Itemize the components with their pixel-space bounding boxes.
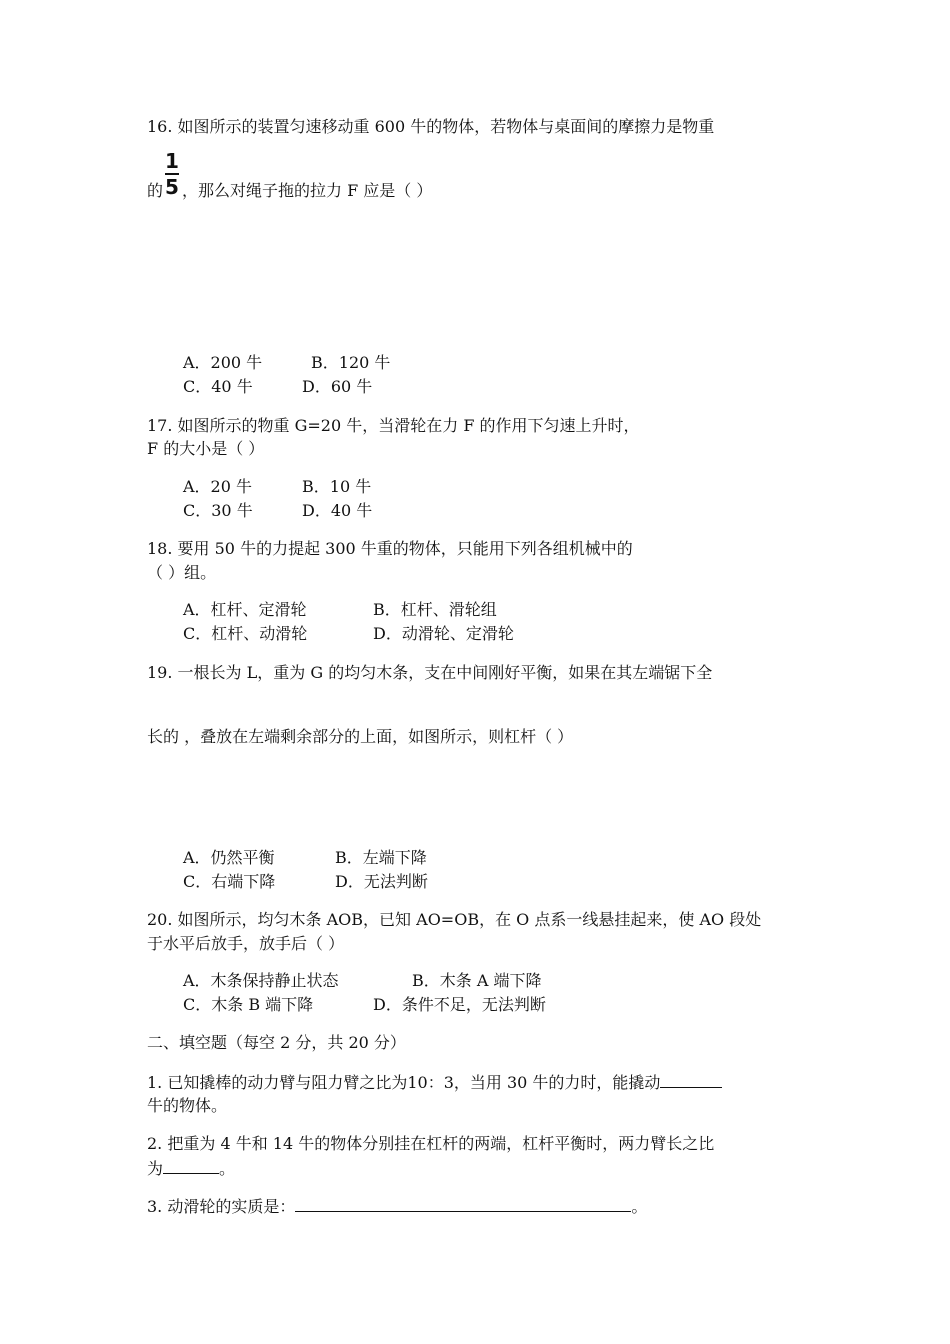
q16-fraction xyxy=(165,150,179,198)
fill2-prefix: 为 xyxy=(147,1159,164,1178)
fill1-blank[interactable] xyxy=(660,1071,722,1088)
q16-option-c: C．40 牛 xyxy=(183,377,253,396)
fill1-line1-wrap xyxy=(147,1071,722,1094)
q18-line1: 18. 要用 50 牛的力提起 300 牛重的物体，只能用下列各组机械中的 xyxy=(147,539,633,558)
q20-option-a: A．木条保持静止状态 xyxy=(183,971,339,990)
fill1-line2: 牛的物体。 xyxy=(147,1096,228,1115)
q17-line2: F 的大小是（ ） xyxy=(147,439,265,458)
q19-option-c: C．右端下降 xyxy=(183,872,276,891)
q18-option-d: D．动滑轮、定滑轮 xyxy=(373,624,514,643)
q20-option-c: C．木条 B 端下降 xyxy=(183,995,314,1014)
q18-option-b: B．杠杆、滑轮组 xyxy=(373,600,497,619)
q20-option-d: D．条件不足，无法判断 xyxy=(373,995,546,1014)
q20-option-b: B．木条 A 端下降 xyxy=(412,971,542,990)
fill2-blank[interactable] xyxy=(163,1157,219,1174)
q20-line1: 20. 如图所示，均匀木条 AOB，已知 AO=OB，在 O 点系一线悬挂起来，使 AO 段处 xyxy=(147,910,762,929)
q20-line2: 于水平后放手，放手后（ ） xyxy=(147,934,345,953)
q16-option-b: B．120 牛 xyxy=(311,353,391,372)
q16-frac-numerator: 1 xyxy=(165,149,179,173)
q18-option-a: A．杠杆、定滑轮 xyxy=(183,600,307,619)
q16-line2-suffix: ，那么对绳子拖的拉力 F 应是（ ） xyxy=(182,181,433,200)
q16-option-a: A．200 牛 xyxy=(183,353,263,372)
section2-heading: 二、填空题（每空 2 分，共 20 分） xyxy=(147,1033,406,1052)
q17-option-a: A．20 牛 xyxy=(183,477,253,496)
q19-option-a: A．仍然平衡 xyxy=(183,848,275,867)
fill3-line-wrap xyxy=(147,1195,647,1218)
q16-line1: 16. 如图所示的装置匀速移动重 600 牛的物体，若物体与桌面间的摩擦力是物重 xyxy=(147,117,715,136)
q16-option-d: D．60 牛 xyxy=(302,377,373,396)
fill3-blank[interactable] xyxy=(295,1195,631,1212)
q16-frac-denominator: 5 xyxy=(165,175,179,199)
q19-line1: 19. 一根长为 L，重为 G 的均匀木条，支在中间刚好平衡，如果在其左端锯下全 xyxy=(147,663,713,682)
q19-option-b: B．左端下降 xyxy=(335,848,427,867)
q17-option-c: C．30 牛 xyxy=(183,501,253,520)
fill3-prefix: 3. 动滑轮的实质是： xyxy=(147,1197,296,1216)
q17-option-b: B．10 牛 xyxy=(302,477,372,496)
fill2-line2-wrap xyxy=(147,1157,235,1180)
q18-option-c: C．杠杆、动滑轮 xyxy=(183,624,308,643)
q17-option-d: D．40 牛 xyxy=(302,501,373,520)
q18-line2: （ ）组。 xyxy=(147,563,217,582)
q17-line1: 17. 如图所示的物重 G=20 牛，当滑轮在力 F 的作用下匀速上升时， xyxy=(147,416,640,435)
fill3-suffix: 。 xyxy=(631,1197,648,1216)
fill1-line1: 1. 已知撬棒的动力臂与阻力臂之比为10：3，当用 30 牛的力时，能撬动 xyxy=(147,1073,661,1092)
q19-option-d: D．无法判断 xyxy=(335,872,428,891)
fill2-suffix: 。 xyxy=(219,1159,236,1178)
q19-line2: 长的 ，叠放在左端剩余部分的上面，如图所示，则杠杆（ ） xyxy=(147,727,574,746)
q16-line2-prefix: 的 xyxy=(147,181,164,200)
fill2-line1: 2. 把重为 4 牛和 14 牛的物体分别挂在杠杆的两端，杠杆平衡时，两力臂长之比 xyxy=(147,1134,715,1153)
